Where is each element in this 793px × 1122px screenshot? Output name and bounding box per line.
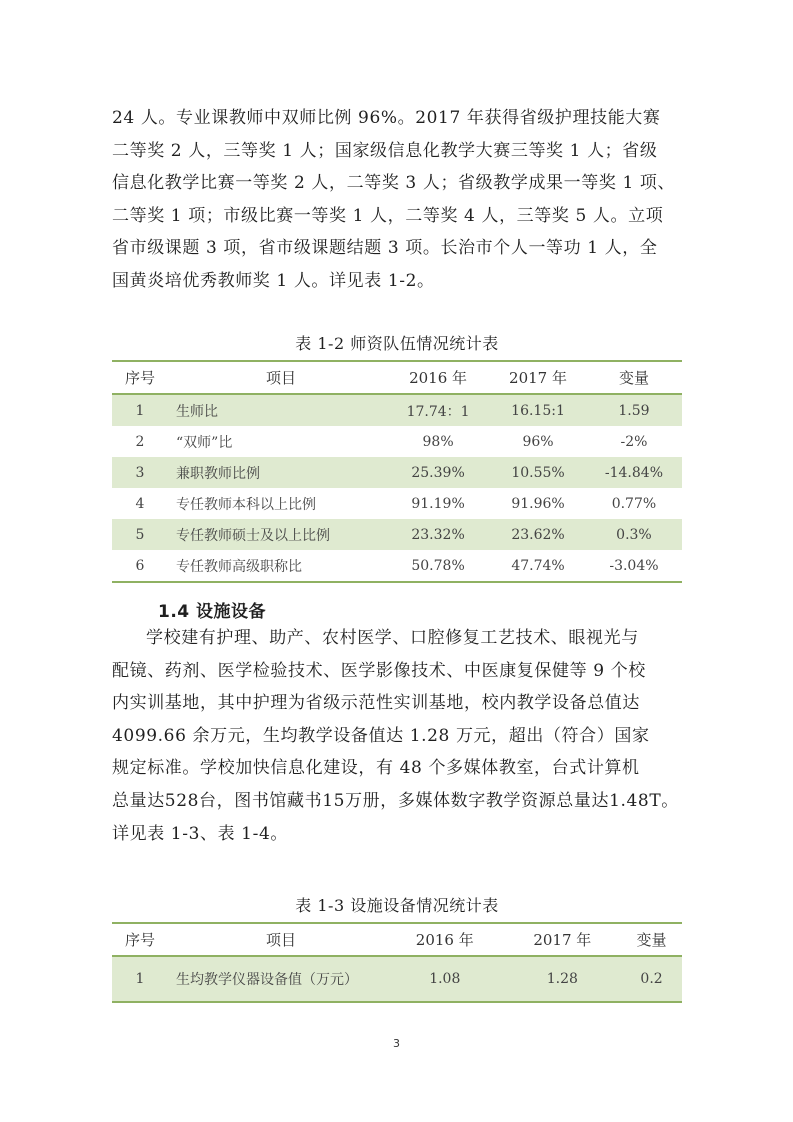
header-cell: 2016 年 — [386, 923, 504, 956]
cell-2017: 23.62% — [490, 519, 586, 550]
table-row — [112, 550, 682, 582]
section-heading: 1.4 设施设备 — [158, 602, 267, 622]
cell-no: 4 — [135, 495, 145, 512]
cell-item: “双师”比 — [176, 434, 233, 451]
cell-2016: 23.32% — [386, 519, 490, 550]
cell-change: -14.84% — [586, 457, 682, 488]
text-line: 二等奖 1 项；市级比赛一等奖 1 人，二等奖 4 人，三等奖 5 人。立项 — [112, 205, 664, 226]
cell-2017: 96% — [522, 433, 554, 450]
header-cell: 变量 — [621, 923, 682, 956]
cell-change: -2% — [620, 433, 648, 450]
table-caption: 表 1-2 师资队伍情况统计表 — [295, 334, 499, 353]
cell-2016: 1.08 — [386, 956, 504, 1002]
cell-change: 0.77% — [611, 495, 657, 512]
text-line: 国黄炎培优秀教师奖 1 人。详见表 1-2。 — [112, 270, 435, 291]
cell-change: -3.04% — [586, 550, 682, 582]
table-header-row — [112, 923, 682, 956]
table-row — [112, 426, 682, 457]
header-cell: 变量 — [586, 361, 682, 394]
cell-change: 1.59 — [586, 394, 682, 426]
cell-2016: 17.74：1 — [386, 394, 490, 426]
cell-2016: 25.39% — [386, 457, 490, 488]
text-line: 学校建有护理、助产、农村医学、口腔修复工艺技术、眼视光与 — [146, 628, 639, 648]
cell-2016: 50.78% — [386, 550, 490, 582]
cell-item: 专任教师硕士及以上比例 — [168, 519, 386, 550]
cell-2017: 91.96% — [511, 495, 565, 512]
cell-item: 专任教师高级职称比 — [168, 550, 386, 582]
text-line: 总量达528台，图书馆藏书15万册，多媒体数字教学资源总量达1.48T。 — [112, 790, 679, 811]
text-line: 内实训基地，其中护理为省级示范性实训基地，校内教学设备总值达 — [112, 693, 640, 714]
table-header-row — [112, 361, 682, 394]
cell-2017: 10.55% — [490, 457, 586, 488]
paragraph-facilities — [112, 622, 687, 850]
cell-no: 2 — [135, 433, 145, 450]
cell-change: 0.3% — [586, 519, 682, 550]
table-row — [112, 457, 682, 488]
header-cell: 2017 年 — [490, 361, 586, 394]
header-cell: 序号 — [112, 361, 168, 394]
header-cell: 2017 年 — [504, 923, 622, 956]
text-line: 省市级课题 3 项，省市级课题结题 3 项。长治市个人一等功 1 人，全 — [112, 238, 658, 259]
cell-2017: 16.15:1 — [490, 394, 586, 426]
page-number: 3 — [393, 1037, 400, 1050]
text-line: 详见表 1-3、表 1-4。 — [112, 823, 288, 844]
cell-2016: 91.19% — [411, 495, 465, 512]
cell-no: 5 — [112, 519, 168, 550]
text-line: 24 人。专业课教师中双师比例 96%。2017 年获得省级护理技能大赛 — [112, 108, 661, 128]
cell-item: 生均教学仪器设备值（万元） — [168, 956, 386, 1002]
header-cell: 2016 年 — [386, 361, 490, 394]
header-cell: 项目 — [168, 361, 386, 394]
cell-no: 6 — [112, 550, 168, 582]
cell-2016: 98% — [422, 433, 454, 450]
faculty-table — [112, 360, 682, 583]
text-line: 配镜、药剂、医学检验技术、医学影像技术、中医康复保健等 9 个校 — [112, 660, 646, 681]
text-line: 4099.66 余万元，生均教学设备值达 1.28 万元，超出（符合）国家 — [112, 725, 650, 746]
facilities-table — [112, 922, 682, 1003]
cell-2017: 47.74% — [490, 550, 586, 582]
cell-no: 1 — [112, 394, 168, 426]
cell-no: 1 — [112, 956, 168, 1002]
cell-item: 专任教师本科以上比例 — [176, 496, 316, 513]
text-line: 信息化教学比赛一等奖 2 人，二等奖 3 人；省级教学成果一等奖 1 项、 — [112, 173, 676, 194]
cell-change: 0.2 — [621, 956, 682, 1002]
table-row — [112, 519, 682, 550]
cell-item: 兼职教师比例 — [168, 457, 386, 488]
text-line: 规定标准。学校加快信息化建设，有 48 个多媒体教室，台式计算机 — [112, 758, 640, 779]
cell-2017: 1.28 — [504, 956, 622, 1002]
table-row — [112, 956, 682, 1002]
header-cell: 项目 — [168, 923, 386, 956]
table-row — [112, 394, 682, 426]
header-cell: 序号 — [112, 923, 168, 956]
table-caption: 表 1-3 设施设备情况统计表 — [295, 896, 499, 915]
table-row — [112, 488, 682, 519]
paragraph-teachers — [112, 102, 687, 298]
text-line: 二等奖 2 人，三等奖 1 人；国家级信息化教学大赛三等奖 1 人；省级 — [112, 140, 658, 161]
cell-no: 3 — [112, 457, 168, 488]
cell-item: 生师比 — [168, 394, 386, 426]
